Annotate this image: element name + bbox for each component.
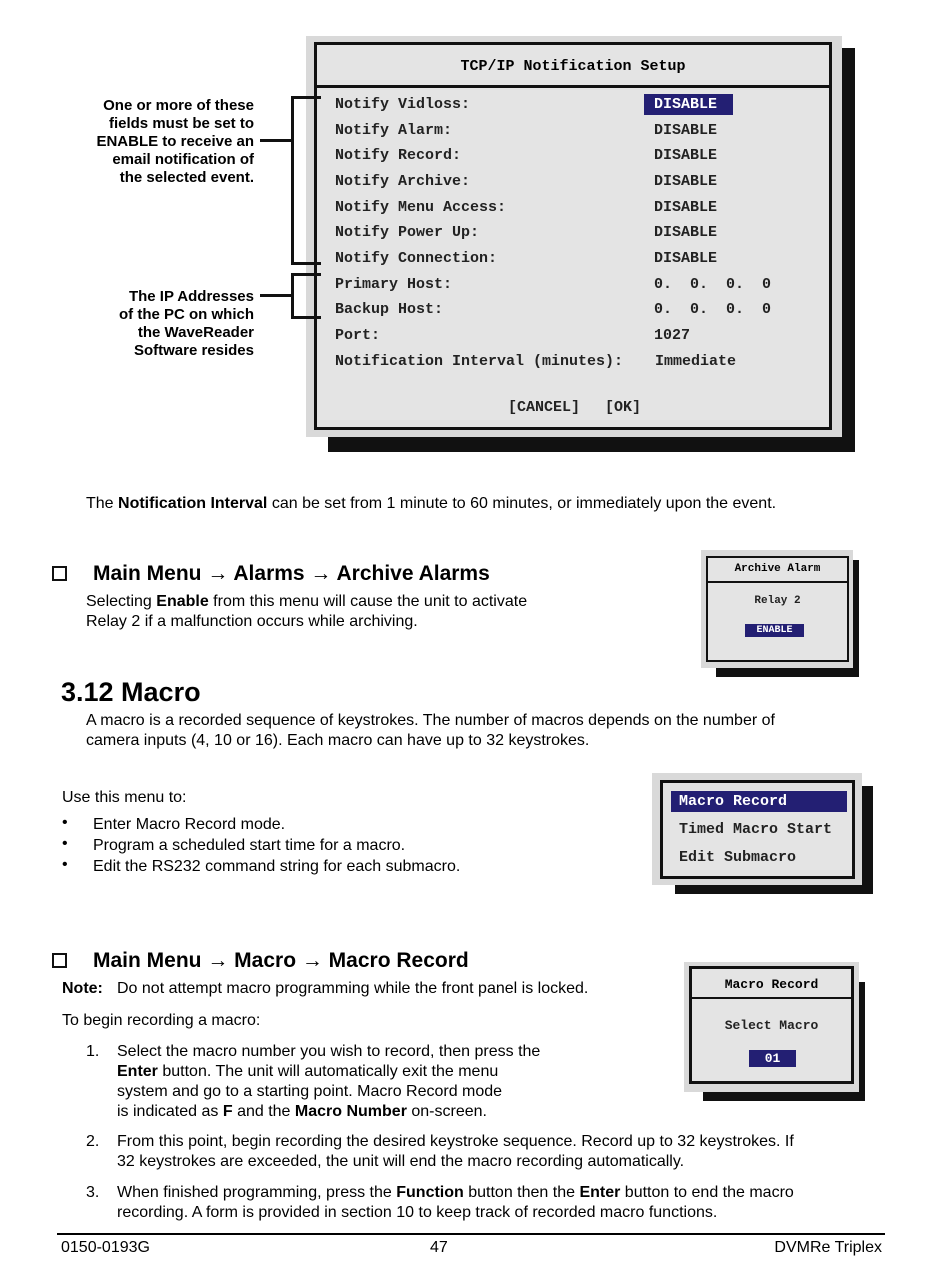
notify-archive-value[interactable]: DISABLE — [654, 173, 718, 190]
tcp-row-label: Notify Connection: — [335, 250, 498, 267]
tcp-row-label: Notify Power Up: — [335, 224, 480, 241]
interval-paragraph: The Notification Interval can be set from 1 minute to 60 minutes, or immediately upon the event. — [86, 495, 777, 512]
record-section-checkbox — [52, 953, 67, 968]
macro-intro: A macro is a recorded sequence of keystrokes. The number of macros depends on the number of camera inputs (4, 10 or 16). Each macro can have up to 32 keystrokes. — [86, 712, 775, 749]
enable-callout-text: One or more of these fields must be set to ENABLE to receive an email notification of the selected event. — [96, 97, 254, 186]
ok-button[interactable]: [OK] — [605, 399, 642, 416]
bullet-item: Edit the RS232 command string for each submacro. — [93, 858, 461, 875]
port-value[interactable]: 1027 — [654, 327, 691, 344]
tcp-row-label: Notify Menu Access: — [335, 199, 507, 216]
footer-product: DVMRe Triplex — [774, 1239, 882, 1256]
record-menu-divider — [692, 997, 851, 999]
ip-callout-text: The IP Addresses of the PC on which the WaveReader Software resides — [119, 288, 254, 359]
macro-section-heading: 3.12 Macro — [61, 677, 201, 707]
tcp-menu-frame — [314, 42, 832, 430]
step-1-text: Select the macro number you wish to record, then press the Enter button. The unit will automatically exit the menu system and go to a starting point. Macro Record mode is indicated as F and the Macro Number on-screen. — [117, 1043, 541, 1120]
select-macro-value[interactable]: 01 — [749, 1050, 796, 1067]
record-section-heading: Main Menu → Macro → Macro Record — [93, 949, 469, 972]
archive-menu-divider — [708, 581, 847, 583]
macro-record-menu-item[interactable]: Macro Record — [671, 791, 847, 812]
archive-section-text: Selecting Enable from this menu will cause the unit to activate Relay 2 if a malfunction occurs while archiving. — [86, 593, 528, 630]
bullet-dot: • — [62, 835, 68, 852]
enable-callout-pointer — [260, 139, 292, 142]
timed-macro-start-menu-item[interactable]: Timed Macro Start — [679, 821, 833, 838]
edit-submacro-menu-item[interactable]: Edit Submacro — [679, 849, 797, 866]
archive-menu-label: Relay 2 — [754, 595, 801, 607]
begin-text: To begin recording a macro: — [62, 1012, 261, 1029]
note-text: Do not attempt macro programming while the front panel is locked. — [117, 980, 589, 997]
notify-alarm-value[interactable]: DISABLE — [654, 122, 718, 139]
note-line: Note: — [62, 980, 103, 997]
tcp-row-label: Notification Interval (minutes): — [335, 353, 624, 370]
footer-page-number: 47 — [430, 1239, 448, 1256]
step-number: 3. — [86, 1184, 100, 1201]
notify-vidloss-value[interactable]: DISABLE — [644, 94, 733, 115]
archive-section-checkbox — [52, 566, 67, 581]
macro-menu-frame — [660, 780, 855, 879]
record-menu-frame — [689, 966, 854, 1084]
record-menu-label: Select Macro — [724, 1018, 819, 1033]
bullet-item: Program a scheduled start time for a macro. — [93, 837, 406, 854]
tcp-row-label: Port: — [335, 327, 381, 344]
archive-menu-frame — [706, 556, 849, 662]
notify-record-value[interactable]: DISABLE — [654, 147, 718, 164]
step-number: 1. — [86, 1043, 100, 1060]
tcp-row-label: Primary Host: — [335, 276, 453, 293]
enable-callout-bracket — [291, 96, 321, 265]
tcp-menu-title-divider — [317, 85, 829, 88]
use-menu-text: Use this menu to: — [62, 789, 187, 806]
backup-host-value[interactable]: 0. 0. 0. 0 — [654, 301, 772, 318]
tcp-row-label: Notify Alarm: — [335, 122, 453, 139]
bullet-item: Enter Macro Record mode. — [93, 816, 286, 833]
record-menu-title: Macro Record — [724, 977, 819, 992]
primary-host-value[interactable]: 0. 0. 0. 0 — [654, 276, 772, 293]
tcp-row-label: Notify Record: — [335, 147, 462, 164]
archive-section-heading: Main Menu → Alarms → Archive Alarms — [93, 562, 490, 585]
notification-interval-value[interactable]: Immediate — [655, 353, 737, 370]
tcp-row-label: Backup Host: — [335, 301, 444, 318]
tcp-row-label: Notify Vidloss: — [335, 96, 471, 113]
ip-callout-pointer — [260, 294, 292, 297]
footer-doc-number: 0150-0193G — [61, 1239, 150, 1256]
bullet-dot: • — [62, 856, 68, 873]
step-3-text: When finished programming, press the Function button then the Enter button to end the macro recording. A form is provided in section 10 to keep track of recorded macro functions. — [117, 1184, 794, 1221]
ip-callout-bracket — [291, 273, 321, 319]
footer-rule — [57, 1233, 885, 1235]
notify-menu-access-value[interactable]: DISABLE — [654, 199, 718, 216]
step-2-text: From this point, begin recording the desired keystroke sequence. Record up to 32 keystrokes. If 32 keystrokes are exceeded, the unit will end the macro recording automatically. — [117, 1133, 794, 1170]
tcp-row-label: Notify Archive: — [335, 173, 471, 190]
cancel-button[interactable]: [CANCEL] — [508, 399, 581, 416]
archive-enable-value[interactable]: ENABLE — [745, 624, 804, 637]
step-number: 2. — [86, 1133, 100, 1150]
notify-connection-value[interactable]: DISABLE — [654, 250, 718, 267]
tcp-menu-title: TCP/IP Notification Setup — [460, 58, 686, 75]
bullet-dot: • — [62, 814, 68, 831]
archive-menu-title: Archive Alarm — [734, 563, 821, 575]
notify-power-up-value[interactable]: DISABLE — [654, 224, 718, 241]
